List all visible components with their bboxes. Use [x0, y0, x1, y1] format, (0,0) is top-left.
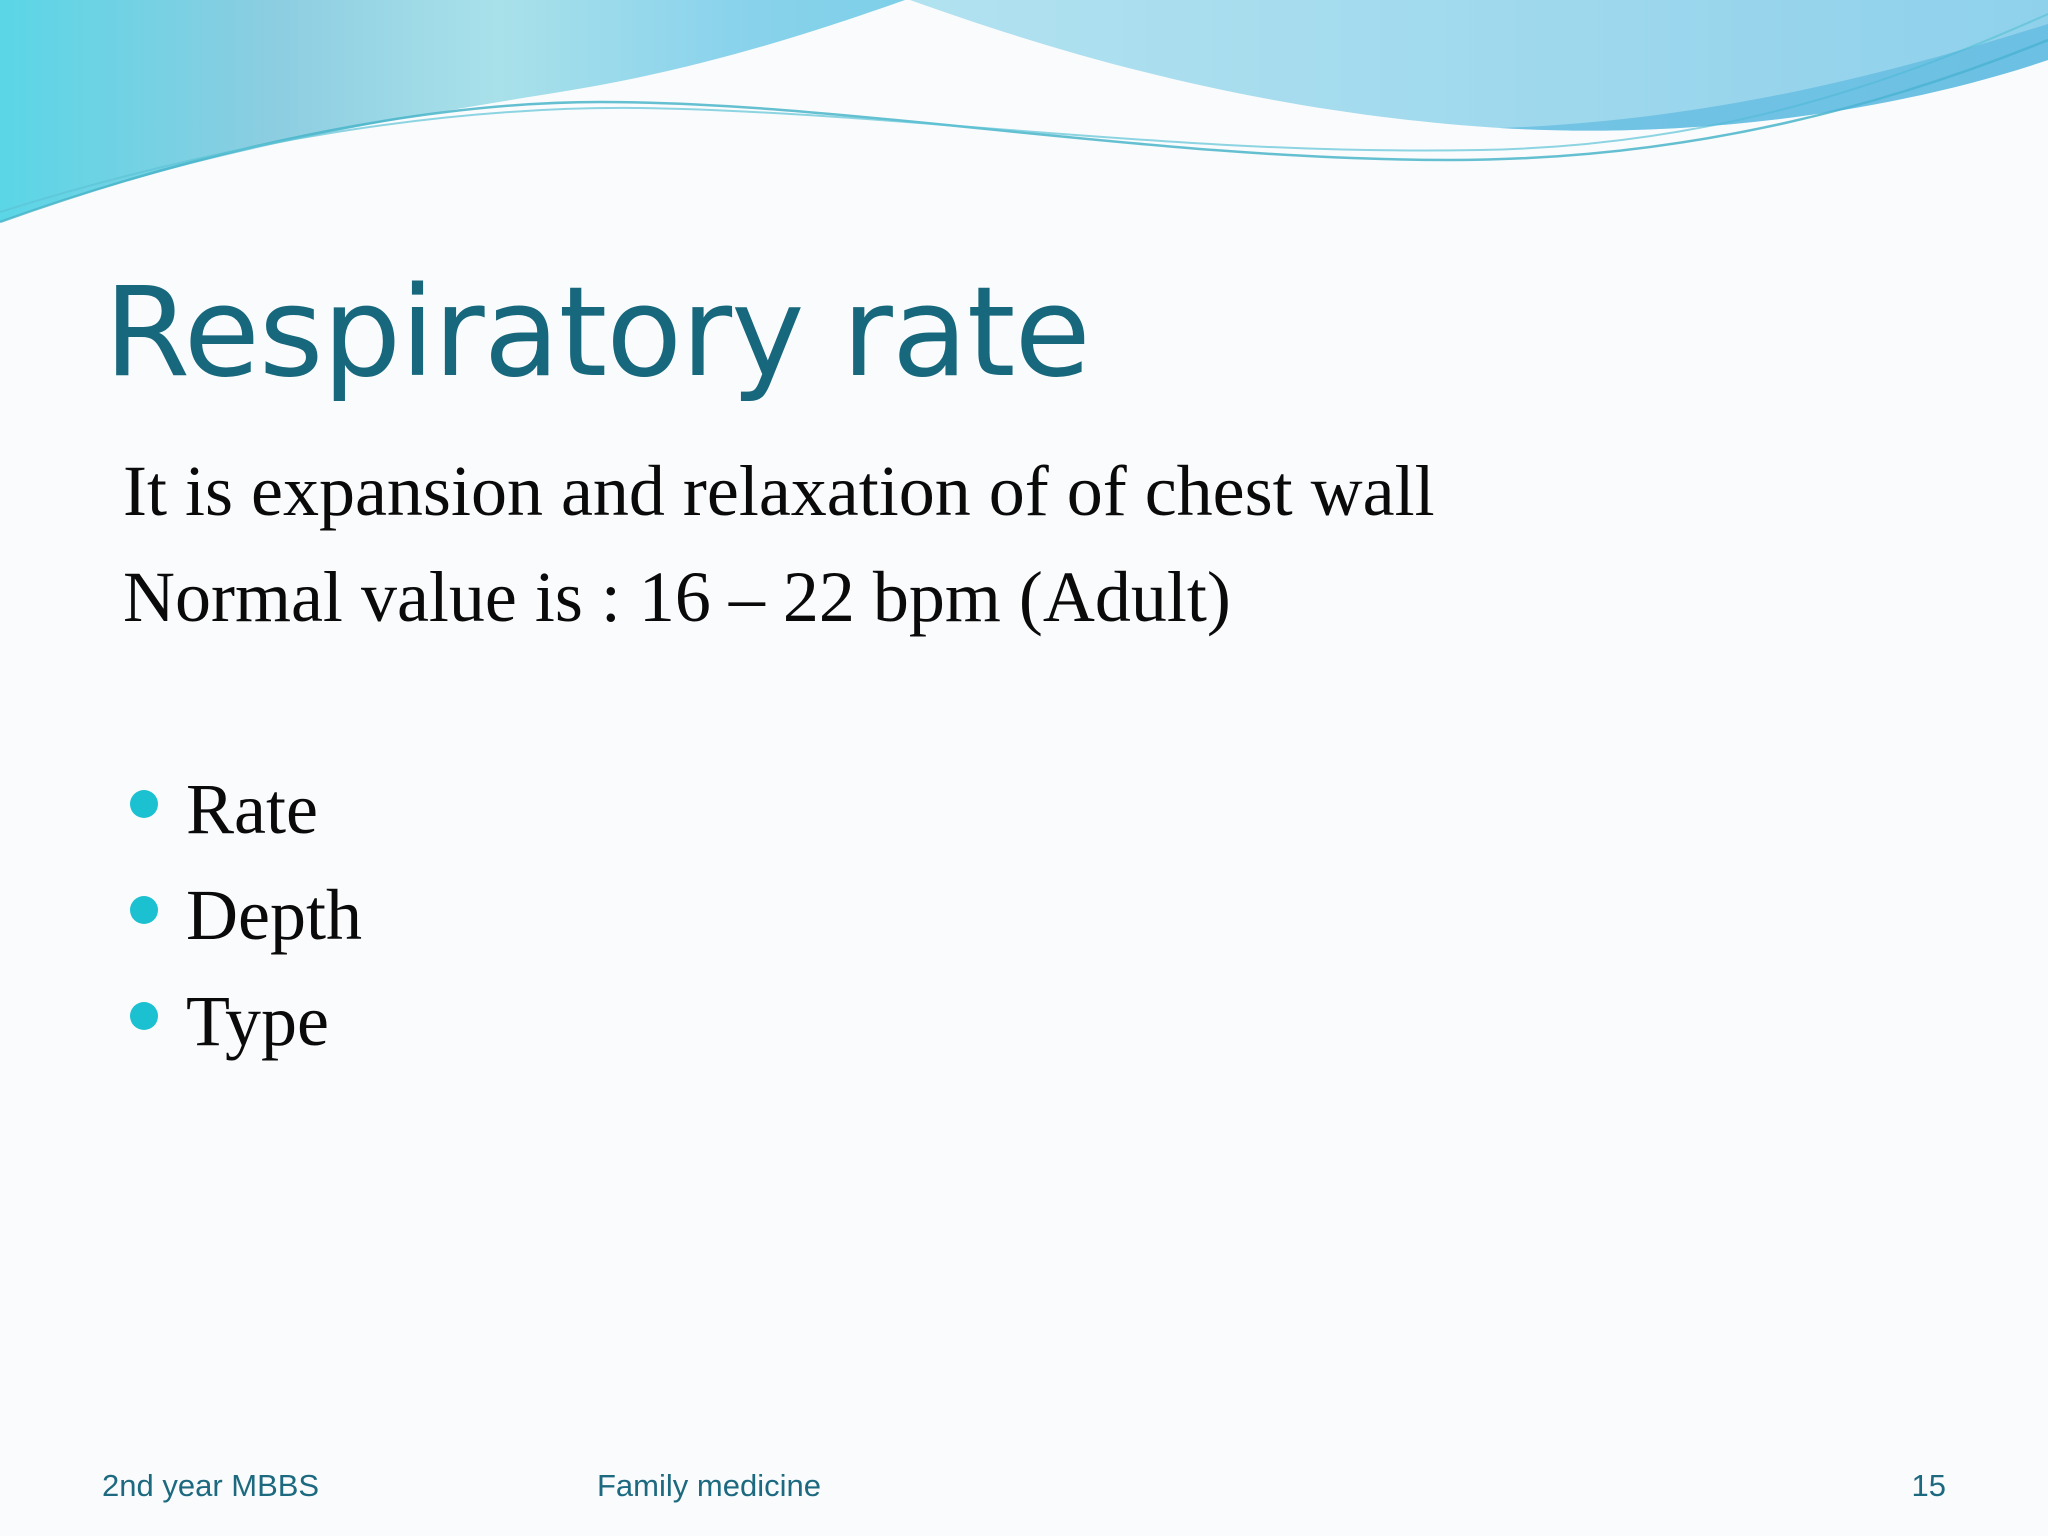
bullet-dot-icon — [130, 1002, 158, 1030]
bullet-item-type — [126, 976, 362, 1082]
slide-title: Respiratory rate — [104, 261, 1090, 405]
footer-subject: Family medicine — [597, 1468, 821, 1503]
bullet-label: Depth — [186, 875, 362, 955]
bullet-item-depth — [126, 870, 362, 976]
bullet-label: Rate — [186, 769, 318, 849]
header-wave-decoration — [0, 0, 2048, 240]
footer-course: 2nd year MBBS — [102, 1468, 320, 1503]
bullet-label: Type — [186, 981, 329, 1061]
bullet-list — [126, 764, 362, 1082]
normal-value-text: Normal value is : 16 – 22 bpm (Adult) — [123, 557, 1231, 637]
definition-text: It is expansion and relaxation of of chest wall — [123, 451, 1435, 531]
slide-number: 15 — [1911, 1468, 1946, 1503]
bullet-dot-icon — [130, 896, 158, 924]
bullet-item-rate — [126, 764, 362, 870]
bullet-dot-icon — [130, 790, 158, 818]
